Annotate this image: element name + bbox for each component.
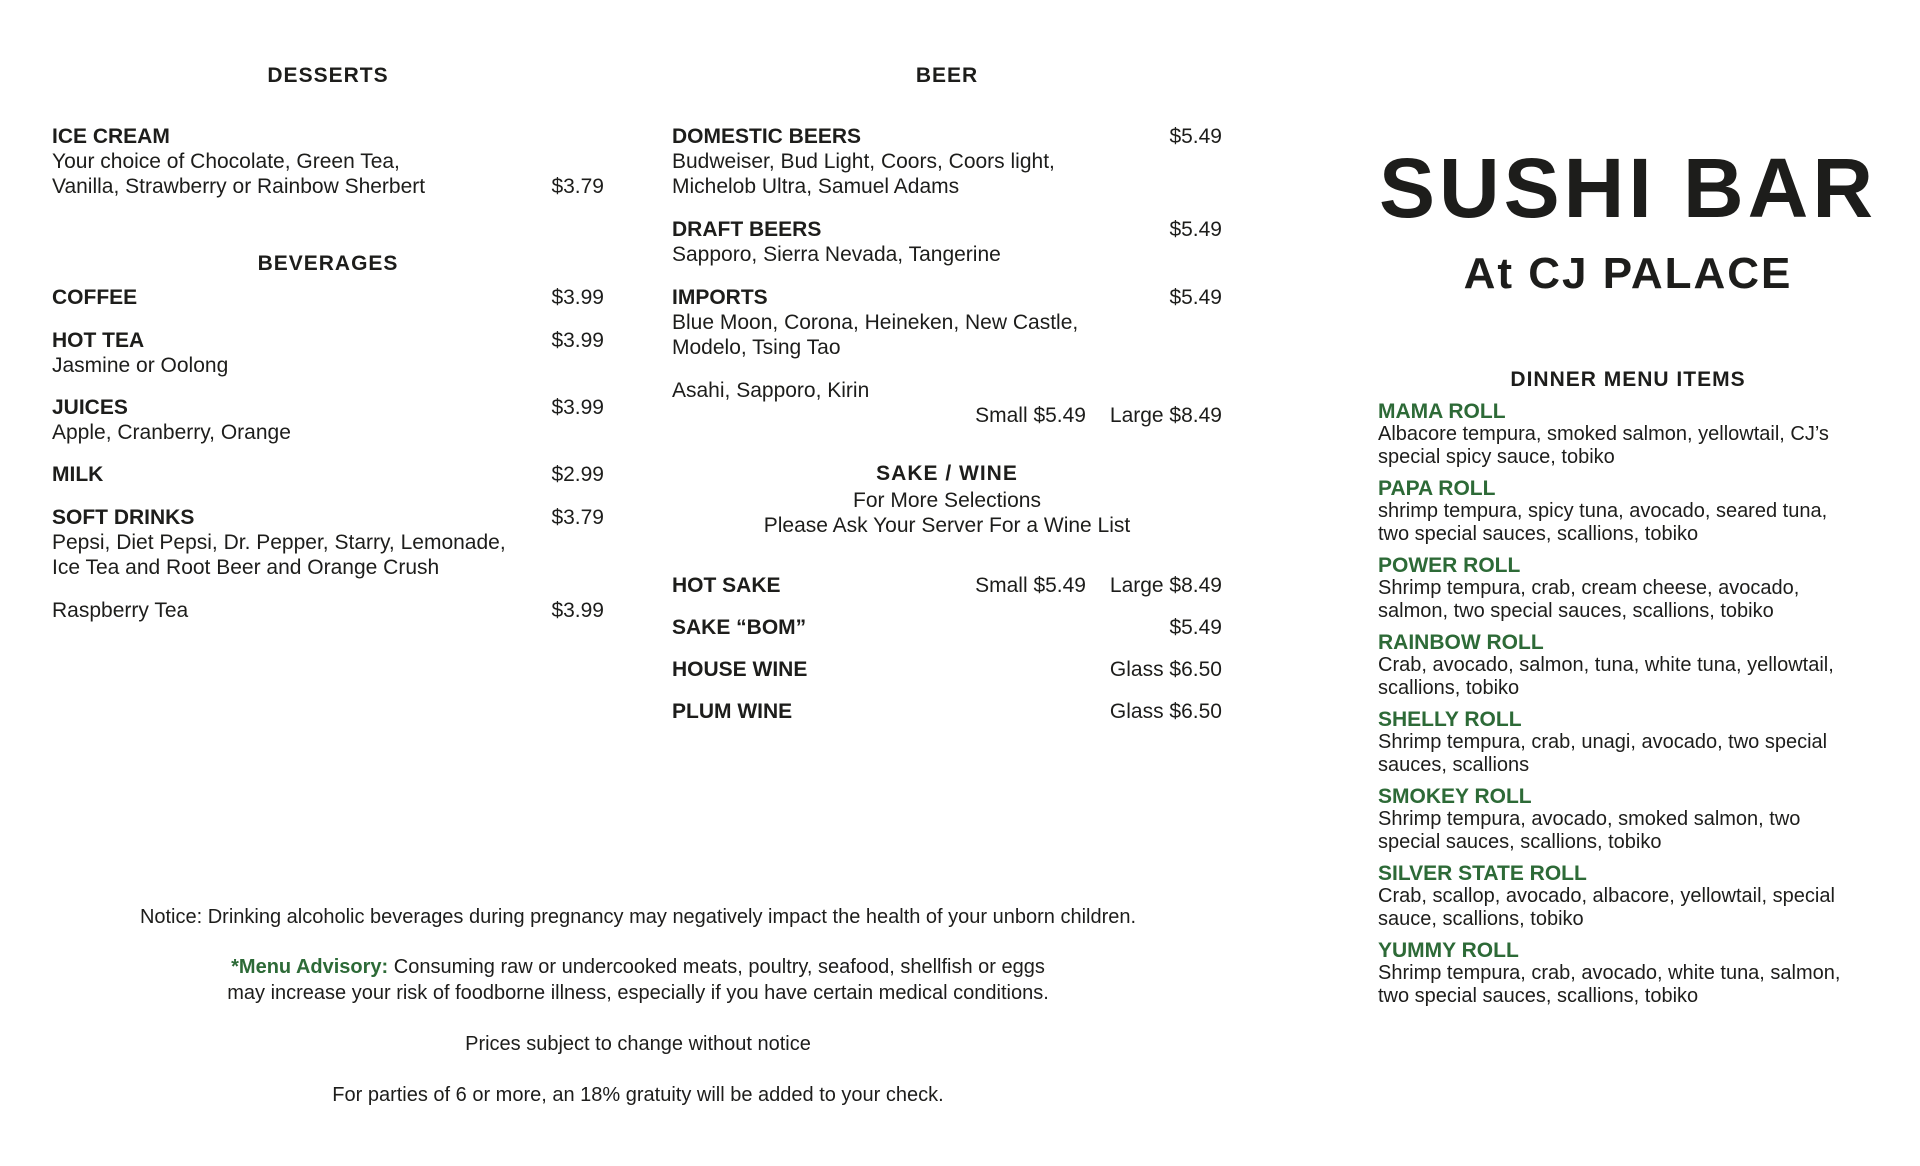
menu-item-milk [52, 462, 604, 487]
roll-desc: special spicy sauce, tobiko [1378, 446, 1615, 468]
alcohol-notice: Notice: Drinking alcoholic beverages during pregnancy may negatively impact the health of your unborn children. [139, 906, 1137, 928]
roll-name: SILVER STATE ROLL [1378, 862, 1587, 885]
roll-desc: two special sauces, scallions, tobiko [1378, 523, 1699, 545]
roll-item [1378, 477, 1878, 546]
menu-item-imports [672, 285, 1222, 360]
item-price: $3.99 [551, 396, 604, 419]
item-price-small: Small $5.49 [975, 574, 1086, 597]
item-price: $3.99 [551, 599, 604, 622]
roll-desc: Shrimp tempura, crab, unagi, avocado, two special [1378, 731, 1828, 753]
beer-heading: BEER [915, 64, 979, 87]
item-price-large: Large $8.49 [1109, 404, 1222, 427]
item-price-large: Large $8.49 [1109, 574, 1222, 597]
item-price: $5.49 [1169, 616, 1222, 639]
item-desc: Vanilla, Strawberry or Rainbow Sherbert [52, 175, 426, 198]
item-desc: Ice Tea and Root Beer and Orange Crush [52, 556, 440, 579]
item-desc: Modelo, Tsing Tao [672, 336, 841, 359]
roll-desc: two special sauces, scallions, tobiko [1378, 985, 1699, 1007]
item-price: $2.99 [551, 463, 604, 486]
restaurant-title: SUSHI BAR [1378, 141, 1878, 235]
roll-desc: Shrimp tempura, crab, avocado, white tuna, salmon, [1378, 962, 1841, 984]
menu-item-juices [52, 395, 604, 445]
advisory-label: *Menu Advisory: [231, 956, 389, 978]
item-name: SAKE “BOM” [672, 616, 807, 639]
menu-item-hot-tea [52, 328, 604, 378]
item-price: $5.49 [1169, 125, 1222, 148]
item-name: PLUM WINE [672, 700, 793, 723]
advisory-text: may increase your risk of foodborne illness, especially if you have certain medical conditions. [227, 982, 1049, 1004]
menu-advisory [52, 954, 1224, 980]
menu-item-coffee [52, 285, 604, 310]
roll-item [1378, 554, 1878, 623]
sake-subtitle: Please Ask Your Server For a Wine List [763, 514, 1131, 537]
item-name: SOFT DRINKS [52, 506, 195, 529]
roll-desc: sauces, scallions [1378, 754, 1530, 776]
item-desc: Sapporo, Sierra Nevada, Tangerine [672, 243, 1001, 266]
menu-item-japanese-beers [672, 378, 1222, 428]
roll-desc: sauce, scallions, tobiko [1378, 908, 1584, 930]
item-price: $5.49 [1169, 286, 1222, 309]
roll-name: SMOKEY ROLL [1378, 785, 1532, 808]
restaurant-subtitle: At CJ PALACE [1463, 249, 1793, 298]
menu-item-draft-beers [672, 217, 1222, 267]
item-name: DOMESTIC BEERS [672, 125, 862, 148]
item-name: HOT TEA [52, 329, 145, 352]
menu-item-house-wine [672, 657, 1222, 682]
menu-item-soft-drinks [52, 505, 604, 580]
menu-item-sake-bom [672, 615, 1222, 640]
roll-item [1378, 631, 1878, 700]
roll-item [1378, 939, 1878, 1008]
item-price: $3.79 [551, 175, 604, 198]
item-desc: Blue Moon, Corona, Heineken, New Castle, [672, 311, 1079, 334]
roll-desc: Shrimp tempura, crab, cream cheese, avocado, [1378, 577, 1800, 599]
menu-item-ice-cream [52, 124, 604, 199]
roll-item [1378, 708, 1878, 777]
roll-desc: scallions, tobiko [1378, 677, 1520, 699]
item-name: DRAFT BEERS [672, 218, 822, 241]
roll-desc: salmon, two special sauces, scallions, tobiko [1378, 600, 1774, 622]
item-name: ICE CREAM [52, 125, 170, 148]
item-price: $3.99 [551, 329, 604, 352]
item-price: $3.99 [551, 286, 604, 309]
item-name: Raspberry Tea [52, 599, 189, 622]
notices [52, 904, 1224, 1108]
menu-item-hot-sake [672, 573, 1222, 598]
item-desc: Michelob Ultra, Samuel Adams [672, 175, 960, 198]
advisory-text: Consuming raw or undercooked meats, poultry, seafood, shellfish or eggs [388, 956, 1045, 978]
roll-desc: Shrimp tempura, avocado, smoked salmon, two [1378, 808, 1801, 830]
item-desc: Apple, Cranberry, Orange [52, 421, 291, 444]
beverages-heading: BEVERAGES [257, 252, 399, 275]
roll-name: MAMA ROLL [1378, 400, 1506, 423]
roll-desc: Crab, avocado, salmon, tuna, white tuna, yellowtail, [1378, 654, 1834, 676]
roll-desc: shrimp tempura, spicy tuna, avocado, seared tuna, [1378, 500, 1828, 522]
item-desc: Jasmine or Oolong [52, 354, 229, 377]
menu-item-domestic-beers [672, 124, 1222, 199]
item-desc: Your choice of Chocolate, Green Tea, [52, 150, 400, 173]
item-name: IMPORTS [672, 286, 768, 309]
item-price: $3.79 [551, 506, 604, 529]
sake-wine-heading: SAKE / WINE [876, 462, 1018, 485]
roll-name: PAPA ROLL [1378, 477, 1496, 500]
item-price-small: Small $5.49 [975, 404, 1086, 427]
roll-item [1378, 862, 1878, 931]
item-price: Glass $6.50 [1109, 658, 1222, 681]
roll-name: RAINBOW ROLL [1378, 631, 1544, 654]
item-name: COFFEE [52, 286, 138, 309]
roll-desc: special sauces, scallions, tobiko [1378, 831, 1662, 853]
item-desc: Budweiser, Bud Light, Coors, Coors light, [672, 150, 1055, 173]
roll-name: POWER ROLL [1378, 554, 1521, 577]
sake-subtitle: For More Selections [853, 489, 1041, 512]
item-name: HOUSE WINE [672, 658, 808, 681]
dinner-menu-heading: DINNER MENU ITEMS [1510, 368, 1746, 391]
item-desc: Asahi, Sapporo, Kirin [672, 379, 870, 402]
item-name: MILK [52, 463, 104, 486]
gratuity-notice: For parties of 6 or more, an 18% gratuity will be added to your check. [332, 1084, 944, 1106]
menu-item-raspberry-tea [52, 598, 604, 623]
roll-item [1378, 785, 1878, 854]
roll-desc: Crab, scallop, avocado, albacore, yellowtail, special [1378, 885, 1835, 907]
roll-desc: Albacore tempura, smoked salmon, yellowtail, CJ’s [1378, 423, 1829, 445]
roll-item [1378, 400, 1878, 469]
item-name: HOT SAKE [672, 574, 781, 597]
item-name: JUICES [52, 396, 128, 419]
item-price: $5.49 [1169, 218, 1222, 241]
item-price: Glass $6.50 [1109, 700, 1222, 723]
roll-name: SHELLY ROLL [1378, 708, 1522, 731]
roll-name: YUMMY ROLL [1378, 939, 1519, 962]
desserts-heading: DESSERTS [267, 64, 389, 87]
menu-item-plum-wine [672, 699, 1222, 724]
prices-notice: Prices subject to change without notice [465, 1033, 811, 1055]
item-desc: Pepsi, Diet Pepsi, Dr. Pepper, Starry, Lemonade, [52, 531, 506, 554]
